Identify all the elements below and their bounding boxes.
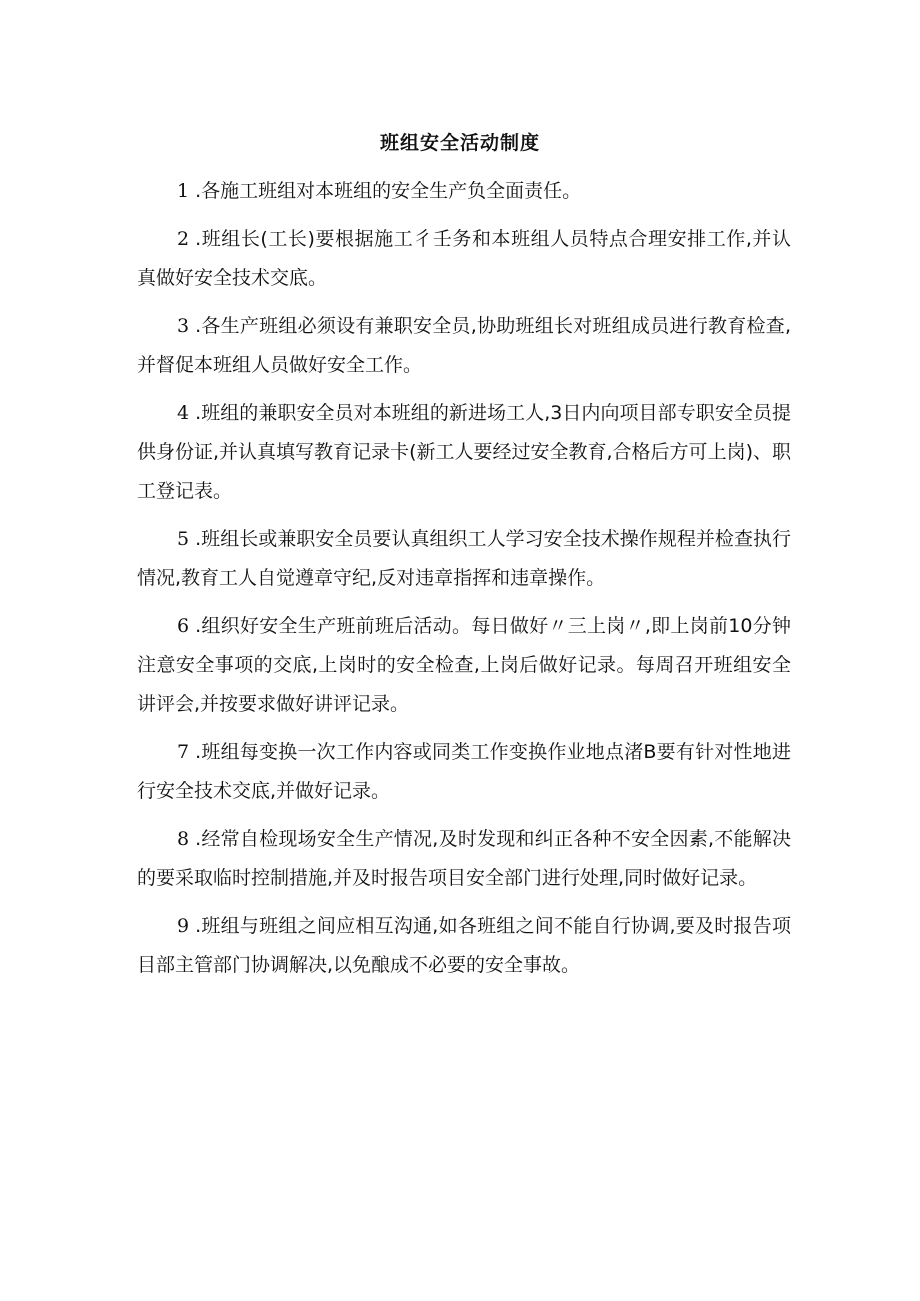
clause-1 bbox=[137, 172, 791, 211]
clause-number: 3 bbox=[177, 315, 190, 337]
clause-number: 5 bbox=[177, 528, 190, 550]
document-body bbox=[137, 172, 791, 994]
clause-text: .各施工班组对本班组的安全生产负全面责任。 bbox=[195, 180, 582, 202]
clause-8 bbox=[137, 820, 791, 898]
clause-text: .经常自检现场安全生产情况,及时发现和纠正各种不安全因素,不能解决的要采取临时控制措施,并及时报告项目安全部门进行处理,同时做好记录。 bbox=[137, 828, 791, 889]
clause-7 bbox=[137, 733, 791, 811]
clause-5 bbox=[137, 520, 791, 598]
clause-text: .组织好安全生产班前班后活动。每日做好〃三上岗〃,即上岗前10分钟注意安全事项的交底,上岗时的安全检查,上岗后做好记录。每周召开班组安全讲评会,并按要求做好讲评记录。 bbox=[137, 615, 791, 715]
clause-text: .班组的兼职安全员对本班组的新进场工人,3日内向项目部专职安全员提供身份证,并认真填写教育记录卡(新工人要经过安全教育,合格后方可上岗)、职工登记表。 bbox=[137, 402, 791, 502]
clause-number: 9 bbox=[177, 915, 190, 937]
clause-text: .班组长(工长)要根据施工彳壬务和本班组人员特点合理安排工作,并认真做好安全技术交底。 bbox=[137, 228, 791, 289]
clause-number: 7 bbox=[177, 741, 190, 763]
clause-text: .班组与班组之间应相互沟通,如各班组之间不能自行协调,要及时报告项目部主管部门协调解决,以免酿成不必要的安全事故。 bbox=[137, 915, 791, 976]
clause-text: .各生产班组必须设有兼职安全员,协助班组长对班组成员进行教育检查,并督促本班组人员做好安全工作。 bbox=[137, 315, 791, 376]
clause-text: .班组长或兼职安全员要认真组织工人学习安全技术操作规程并检查执行情况,教育工人自觉遵章守纪,反对违章指挥和违章操作。 bbox=[137, 528, 791, 589]
clause-number: 6 bbox=[177, 615, 190, 637]
clause-4 bbox=[137, 394, 791, 511]
clause-3 bbox=[137, 307, 791, 385]
clause-6 bbox=[137, 607, 791, 724]
document-title: 班组安全活动制度 bbox=[379, 132, 540, 154]
clause-9 bbox=[137, 907, 791, 985]
clause-2 bbox=[137, 220, 791, 298]
clause-number: 1 bbox=[177, 180, 190, 202]
clause-number: 8 bbox=[177, 828, 190, 850]
clause-text: .班组每变换一次工作内容或同类工作变换作业地点渚B要有针对性地进行安全技术交底,并做好记录。 bbox=[137, 741, 791, 802]
clause-number: 4 bbox=[177, 402, 190, 424]
clause-number: 2 bbox=[177, 228, 190, 250]
